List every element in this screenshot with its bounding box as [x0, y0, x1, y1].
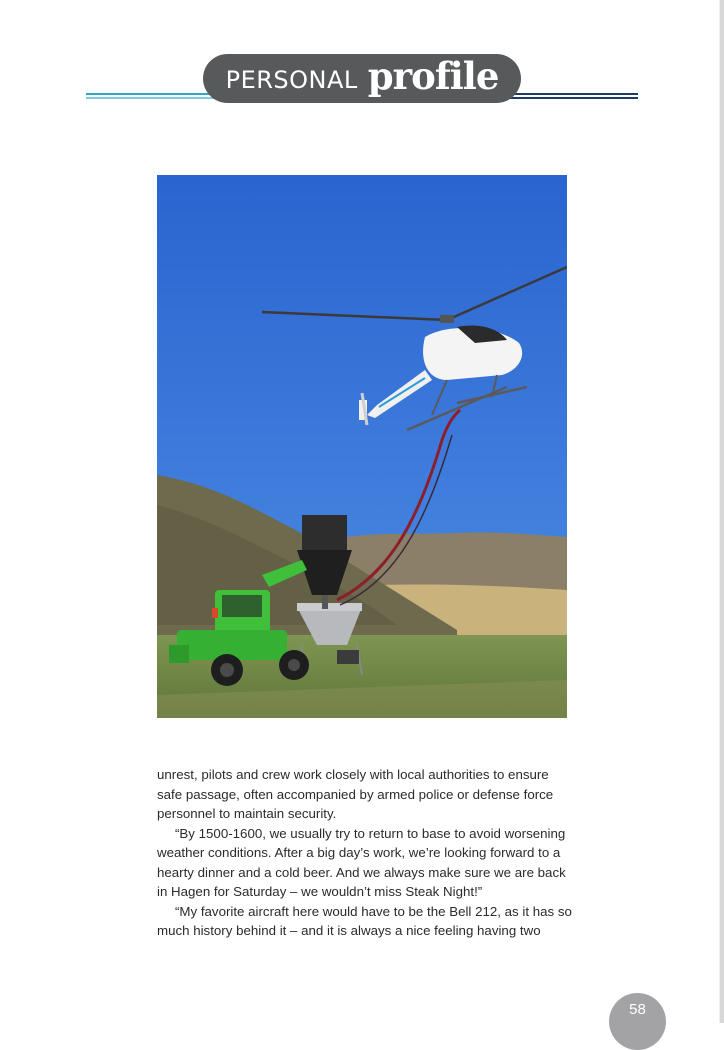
header-rule-left [86, 93, 221, 95]
page-number-badge [609, 993, 666, 1050]
page-number: 58 [629, 1001, 646, 1018]
section-header [203, 54, 521, 103]
header-rule-left-secondary [86, 97, 221, 99]
section-label: PERSONAL [225, 65, 358, 94]
header-rule-right-secondary [500, 97, 638, 99]
page-edge [720, 0, 724, 1023]
paragraph: “My favorite aircraft here would have to be the Bell 212, as it has so much history behind it – and it is always a nice feeling having two [157, 903, 572, 938]
paragraph: “By 1500-1600, we usually try to return to base to avoid worsening weather conditions. After a big day’s work, we’re looking forward to a hearty dinner and a cold beer. And we always make sure we are back in Hagen for Saturday – we wouldn’t miss Steak Night!” [157, 825, 566, 899]
section-title: profile [367, 54, 499, 98]
header-rule-right [500, 93, 638, 95]
paragraph: unrest, pilots and crew work closely with local authorities to ensure safe passage, often accompanied by armed police or defense force personnel to maintain security. [157, 767, 554, 821]
helicopter-photo [157, 175, 567, 718]
article-body [157, 765, 577, 941]
